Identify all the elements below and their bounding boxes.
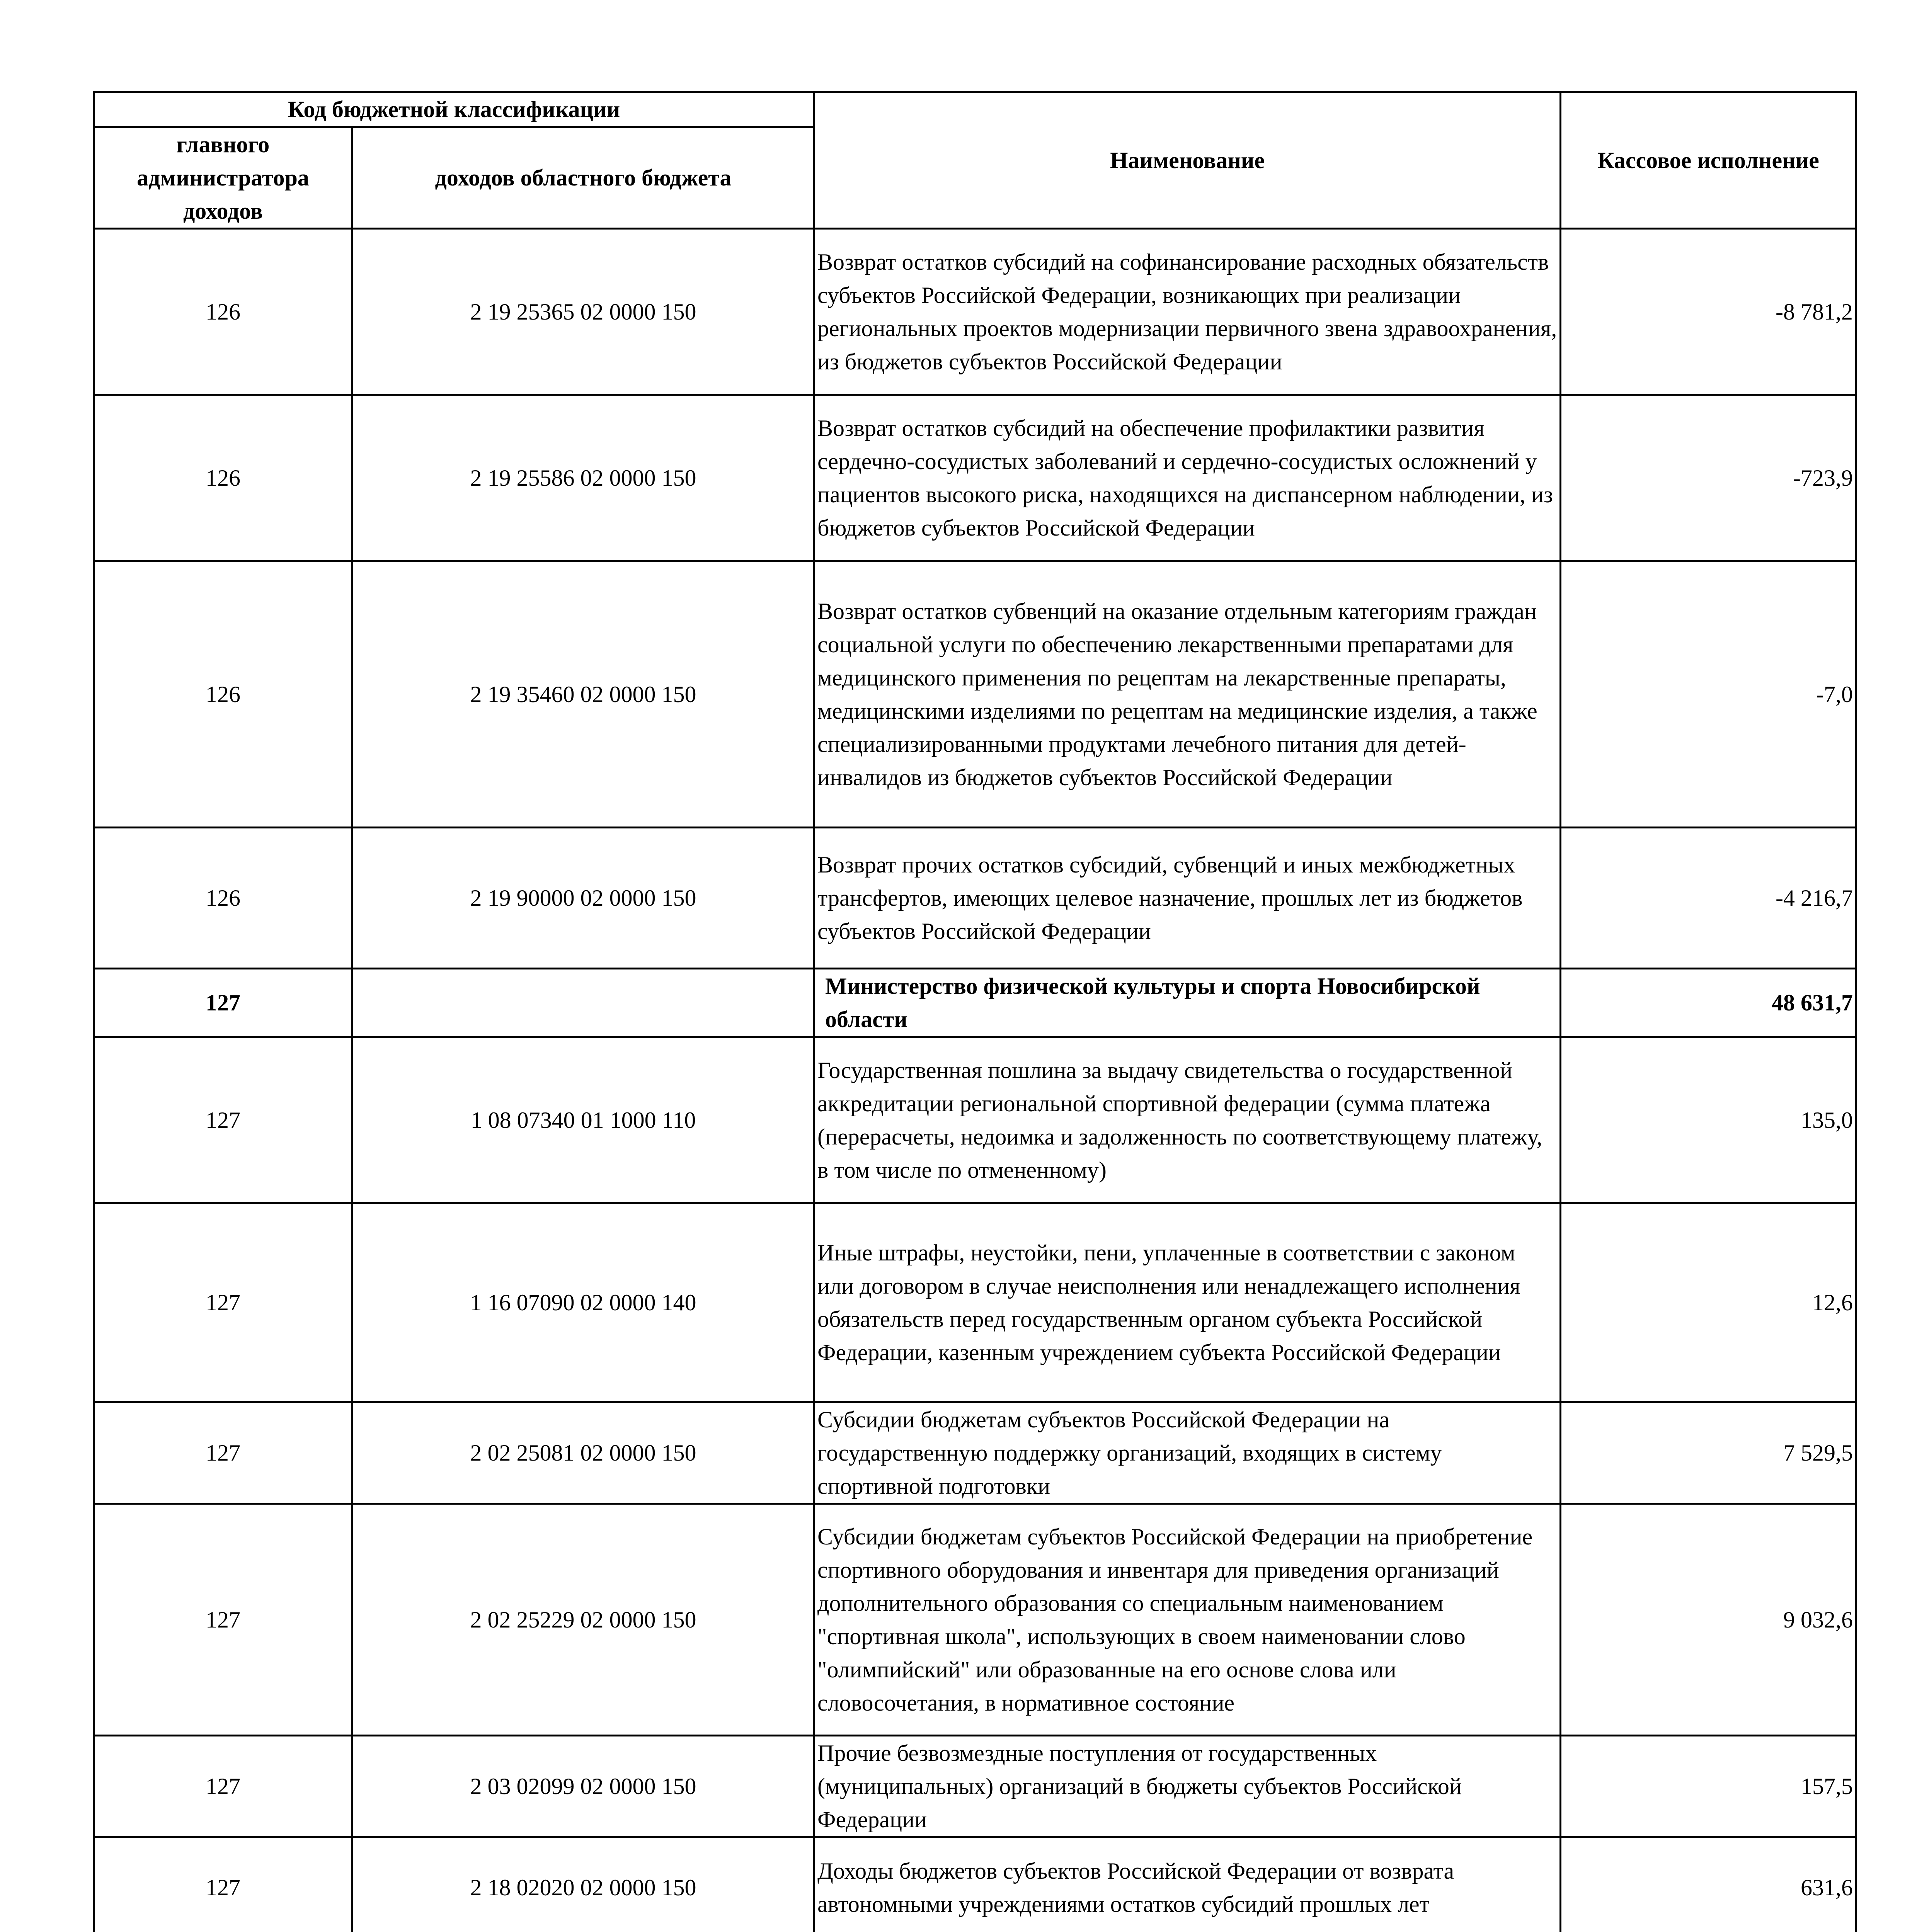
admin-cell: 126 — [94, 561, 352, 828]
table-row — [94, 1837, 1856, 1932]
header-code: доходов областного бюджета — [352, 127, 814, 229]
header-row-group — [94, 92, 1856, 127]
name-cell: Государственная пошлина за выдачу свидетельства о государственной аккредитации региональной спортивной федерации (сумма платежа (перерасчеты, недоимка и задолженность по соответствующему платежу, в том числе по отмененному) — [814, 1037, 1561, 1203]
admin-cell: 127 — [94, 1203, 352, 1402]
code-cell: 2 03 02099 02 0000 150 — [352, 1736, 814, 1837]
code-cell: 1 08 07340 01 1000 110 — [352, 1037, 814, 1203]
admin-cell: 127 — [94, 1504, 352, 1736]
amount-cell: 135,0 — [1561, 1037, 1856, 1203]
code-cell: 2 19 35460 02 0000 150 — [352, 561, 814, 828]
name-cell: Субсидии бюджетам субъектов Российской Федерации на приобретение спортивного оборудования и инвентаря для приведения организаций дополнительного образования со специальным наименованием "спортивная школа", использующих в своем наименовании слово "олимпийский" или образованные на его основе слова или словосочетания, в нормативное состояние — [814, 1504, 1561, 1736]
admin-cell: 127 — [94, 969, 352, 1037]
code-cell: 2 02 25229 02 0000 150 — [352, 1504, 814, 1736]
table-row — [94, 229, 1856, 395]
admin-cell: 126 — [94, 229, 352, 395]
table-row — [94, 1736, 1856, 1837]
amount-cell: 12,6 — [1561, 1203, 1856, 1402]
code-cell — [352, 969, 814, 1037]
table-row — [94, 1037, 1856, 1203]
admin-cell: 126 — [94, 395, 352, 561]
header-group-label: Код бюджетной классификации — [94, 92, 814, 127]
amount-cell: 157,5 — [1561, 1736, 1856, 1837]
name-cell: Министерство физической культуры и спорта Новосибирской области — [814, 969, 1561, 1037]
admin-cell: 126 — [94, 828, 352, 969]
admin-cell: 127 — [94, 1037, 352, 1203]
name-cell: Возврат остатков субсидий на софинансирование расходных обязательств субъектов Российской Федерации, возникающих при реализации региональных проектов модернизации первичного звена здравоохранения, из бюджетов субъектов Российской Федерации — [814, 229, 1561, 395]
amount-cell: -8 781,2 — [1561, 229, 1856, 395]
name-cell: Возврат остатков субвенций на оказание отдельным категориям граждан социальной услуги по обеспечению лекарственными препаратами для медицинского применения по рецептам на лекарственные препараты, медицинскими изделиями по рецептам на медицинские изделия, а также специализированными продуктами лечебного питания для детей-инвалидов из бюджетов субъектов Российской Федерации — [814, 561, 1561, 828]
section-row — [94, 969, 1856, 1037]
amount-cell: 48 631,7 — [1561, 969, 1856, 1037]
table-row — [94, 395, 1856, 561]
amount-cell: 9 032,6 — [1561, 1504, 1856, 1736]
budget-table — [93, 91, 1857, 1932]
table-row — [94, 1203, 1856, 1402]
amount-cell: -4 216,7 — [1561, 828, 1856, 969]
code-cell: 2 19 90000 02 0000 150 — [352, 828, 814, 969]
header-name: Наименование — [814, 92, 1561, 229]
table-row — [94, 828, 1856, 969]
name-cell: Доходы бюджетов субъектов Российской Федерации от возврата автономными учреждениями остатков субсидий прошлых лет — [814, 1837, 1561, 1932]
code-cell: 2 18 02020 02 0000 150 — [352, 1837, 814, 1932]
table-row — [94, 561, 1856, 828]
name-cell: Возврат прочих остатков субсидий, субвенций и иных межбюджетных трансфертов, имеющих целевое назначение, прошлых лет из бюджетов субъектов Российской Федерации — [814, 828, 1561, 969]
amount-cell: 631,6 — [1561, 1837, 1856, 1932]
name-cell: Иные штрафы, неустойки, пени, уплаченные в соответствии с законом или договором в случае неисполнения или ненадлежащего исполнения обязательств перед государственным органом субъекта Российской Федерации, казенным учреждением субъекта Российской Федерации — [814, 1203, 1561, 1402]
admin-cell: 127 — [94, 1402, 352, 1504]
name-cell: Возврат остатков субсидий на обеспечение профилактики развития сердечно-сосудистых заболеваний и сердечно-сосудистых осложнений у пациентов высокого риска, находящихся на диспансерном наблюдении, из бюджетов субъектов Российской Федерации — [814, 395, 1561, 561]
table-row — [94, 1402, 1856, 1504]
header-admin: главного администратора доходов — [94, 127, 352, 229]
amount-cell: 7 529,5 — [1561, 1402, 1856, 1504]
admin-cell: 127 — [94, 1736, 352, 1837]
code-cell: 2 19 25586 02 0000 150 — [352, 395, 814, 561]
code-cell: 1 16 07090 02 0000 140 — [352, 1203, 814, 1402]
table-body — [94, 229, 1856, 1932]
code-cell: 2 02 25081 02 0000 150 — [352, 1402, 814, 1504]
admin-cell: 127 — [94, 1837, 352, 1932]
header-amount: Кассовое исполнение — [1561, 92, 1856, 229]
amount-cell: -7,0 — [1561, 561, 1856, 828]
name-cell: Прочие безвозмездные поступления от государственных (муниципальных) организаций в бюджеты субъектов Российской Федерации — [814, 1736, 1561, 1837]
code-cell: 2 19 25365 02 0000 150 — [352, 229, 814, 395]
table-row — [94, 1504, 1856, 1736]
amount-cell: -723,9 — [1561, 395, 1856, 561]
name-cell: Субсидии бюджетам субъектов Российской Федерации на государственную поддержку организаций, входящих в систему спортивной подготовки — [814, 1402, 1561, 1504]
